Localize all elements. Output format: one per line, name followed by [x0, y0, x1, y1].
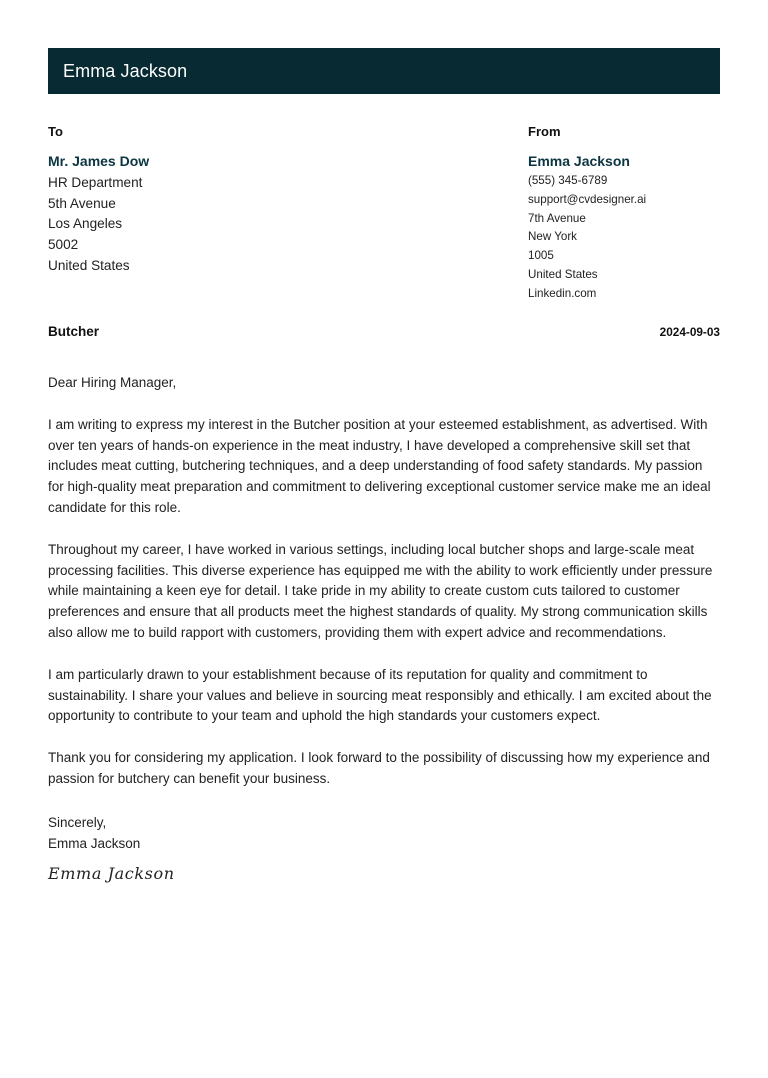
sender-linkedin: Linkedin.com	[528, 286, 597, 300]
closing-block	[48, 812, 720, 854]
closing-word: Sincerely,	[48, 814, 107, 830]
salutation: Dear Hiring Manager,	[48, 375, 177, 390]
letter-date: 2024-09-03	[659, 324, 720, 339]
signature: Emma Jackson	[48, 863, 175, 883]
recipient-line: 5002	[48, 237, 79, 253]
sender-label: From	[528, 124, 561, 139]
sender-street: 7th Avenue	[528, 211, 586, 225]
header-name: Emma Jackson	[63, 60, 188, 81]
sender-postal-code: 1005	[528, 249, 554, 263]
recipient-line: 5th Avenue	[48, 195, 116, 211]
sender-email: support@cvdesigner.ai	[528, 192, 647, 206]
sender-block	[528, 125, 720, 304]
sender-city: New York	[528, 230, 577, 244]
paragraph: Throughout my career, I have worked in various settings, including local butcher shops and large-scale meat processing facilities. This diverse experience has equipped me with the ability to work efficiently under pressure while maintaining a keen eye for detail. I take pride in my ability to create custom cuts tailored to customer preferences and ensure that all products meet the highest standards of quality. My strong communication skills also allow me to build rapport with customers, providing them with expert advice and recommendations.	[48, 541, 713, 640]
recipient-line: United States	[48, 257, 130, 273]
sender-phone: (555) 345-6789	[528, 174, 608, 187]
signoff-name: Emma Jackson	[48, 835, 141, 851]
recipient-block	[48, 125, 428, 277]
letter-body	[48, 373, 720, 883]
paragraph: I am writing to express my interest in the Butcher position at your esteemed establishment, as advertised. With over ten years of hands-on experience in the meat industry, I have developed a comprehensive skill set that includes meat cutting, butchering techniques, and a deep understanding of food safety standards. My passion for high-quality meat preparation and commitment to delivering exceptional customer service make me an ideal candidate for this role.	[48, 416, 711, 515]
position-title: Butcher	[48, 324, 100, 339]
sender-country: United States	[528, 267, 598, 281]
sender-name: Emma Jackson	[528, 153, 630, 169]
recipient-name: Mr. James Dow	[48, 153, 150, 169]
recipient-line: Los Angeles	[48, 216, 123, 232]
recipient-label: To	[48, 124, 63, 139]
header-bar	[48, 48, 720, 94]
paragraph: I am particularly drawn to your establishment because of its reputation for quality and commitment to sustainability. I share your values and believe in sourcing meat responsibly and ethically. I am excited about the opportunity to contribute to your team and uphold the high standards your customers expect.	[48, 666, 712, 724]
recipient-line: HR Department	[48, 175, 143, 190]
position-row	[48, 324, 720, 339]
paragraph: Thank you for considering my application. I look forward to the possibility of discussing how my experience and passion for butchery can benefit your business.	[48, 750, 710, 786]
